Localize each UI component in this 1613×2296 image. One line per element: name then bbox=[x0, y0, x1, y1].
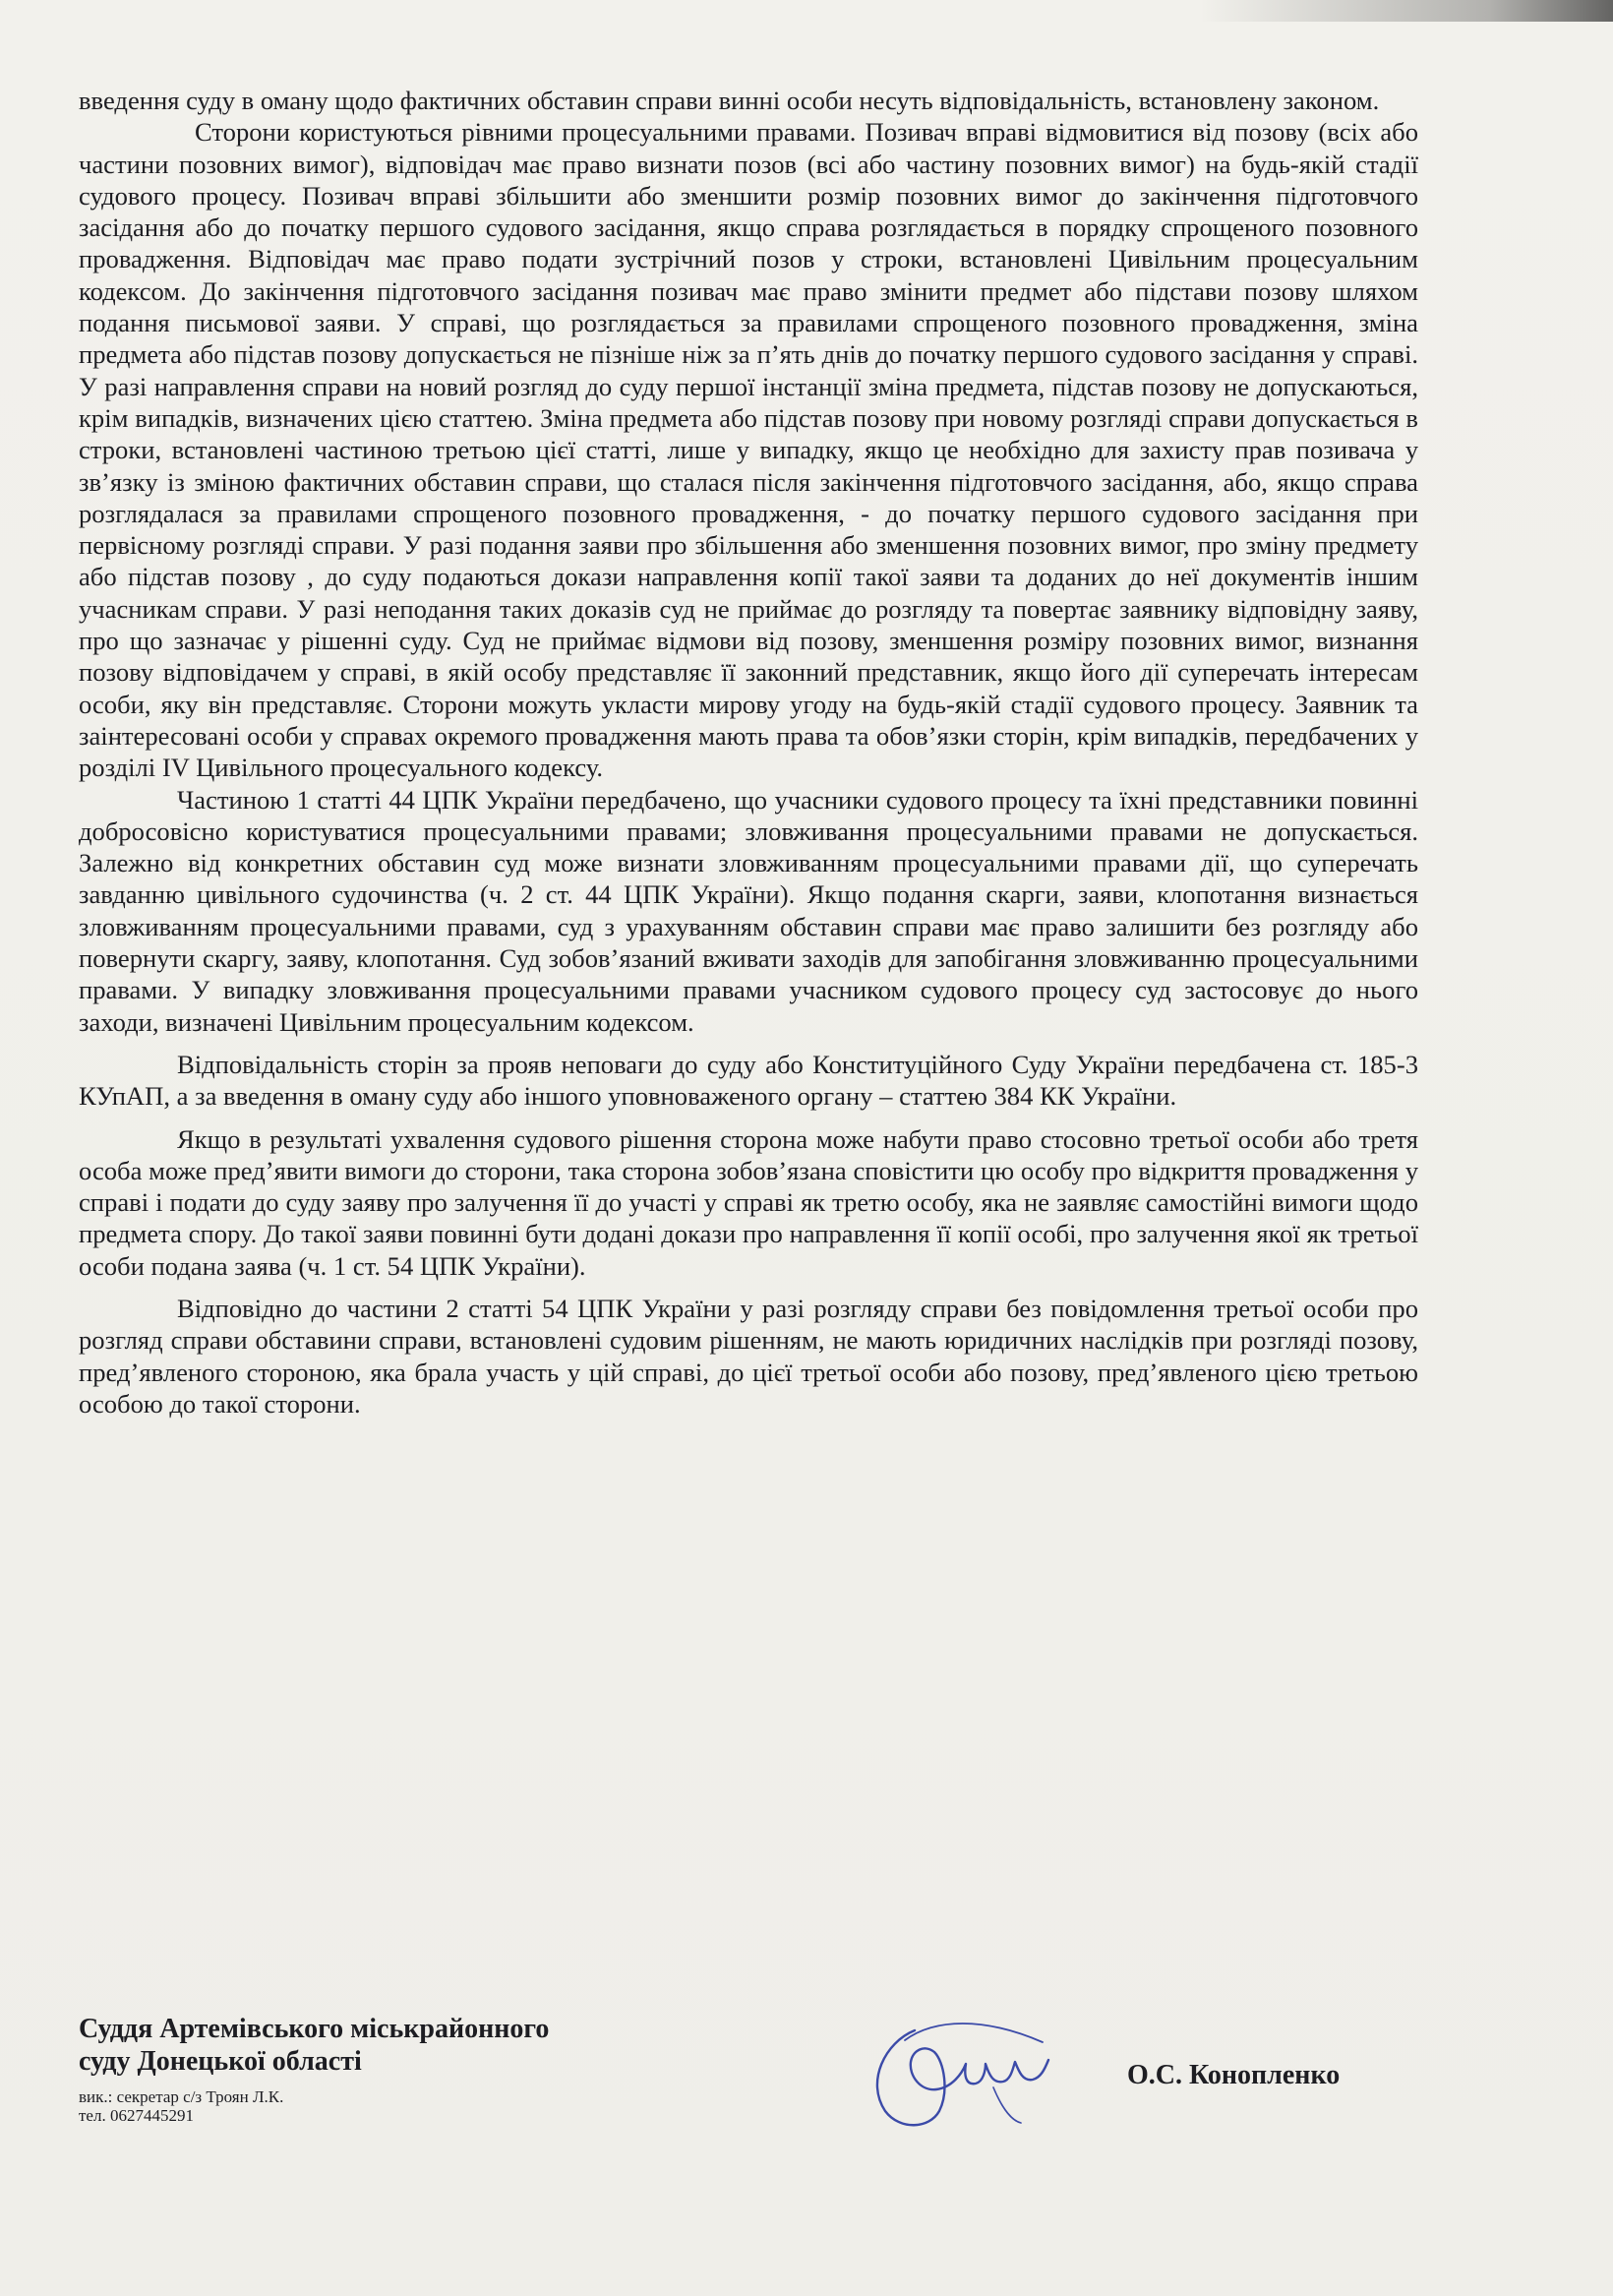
document-body bbox=[79, 85, 1418, 1420]
signature-block bbox=[79, 2013, 1456, 2160]
paragraph-third-party: Якщо в результаті ухвалення судового рішення сторона може набути право стосовно третьої особи або третя особа може пред’явити вимоги до сторони, така сторона зобов’язана сповістити цю особу про відкриття провадження у справі і подати до суду заяву про залучення її до участі у справі як третю особу, яка не заявляє самостійні вимоги щодо предмета спору. До такої заяви повинні бути додані докази про направлення її копії особі, про залучення якої як третьої особи подана заява (ч. 1 ст. 54 ЦПК України). bbox=[79, 1123, 1418, 1281]
judge-title-line-1: Суддя Артемівського міськрайонного bbox=[79, 2014, 550, 2044]
phone-line: тел. 0627445291 bbox=[79, 2106, 194, 2125]
judge-name: О.С. Конопленко bbox=[1127, 2060, 1341, 2090]
handwritten-signature bbox=[846, 2013, 1092, 2141]
paragraph-continuation: введення суду в оману щодо фактичних обставин справи винні особи несуть відповідальність, встановлену законом. bbox=[79, 86, 1380, 115]
paragraph-liability: Відповідальність сторін за прояв неповаги до суду або Конституційного Суду України передбачена ст. 185-3 КУпАП, а за введення в оману суду або іншого уповноваженого органу – статтею 384 КК України. bbox=[79, 1049, 1418, 1112]
judge-title bbox=[79, 2013, 669, 2078]
executor-line: вик.: секретар с/з Троян Л.К. bbox=[79, 2087, 284, 2106]
paragraph-third-party-notice: Відповідно до частини 2 статті 54 ЦПК України у разі розгляду справи без повідомлення третьої особи про розгляд справи обставини справи, встановлені судовим рішенням, не мають юридичних наслідків при розгляді позову, пред’явленого стороною, яка брала участь у цій справі, до цієї третьої особи або позову, пред’явленого цією третьою особою до такої сторони. bbox=[79, 1293, 1418, 1419]
judge-title-line-2: суду Донецької області bbox=[79, 2046, 362, 2077]
executor-note bbox=[79, 2087, 669, 2125]
paragraph-abuse-of-rights: Частиною 1 статті 44 ЦПК України передбачено, що учасники судового процесу та їхні представники повинні добросовісно користуватися процесуальними правами; зловживання процесуальними правами не допускається. Залежно від конкретних обставин суд може визнати зловживанням процесуальними правами дії, що суперечать завданню цивільного судочинства (ч. 2 ст. 44 ЦПК України). Якщо подання скарги, заяви, клопотання визнається зловживанням процесуальними правами, суд з урахуванням обставин справи має право залишити без розгляду або повернути скаргу, заяву, клопотання. Суд зобов’язаний вживати заходів для запобігання зловживанню процесуальними правами. У випадку зловживання процесуальними правами учасником судового процесу суд застосовує до нього заходи, визначені Цивільним процесуальним кодексом. bbox=[79, 784, 1418, 1037]
paragraph-party-rights: Сторони користуються рівними процесуальними правами. Позивач вправі відмовитися від позову (всіх або частини позовних вимог), відповідач має право визнати позов (всі або частину позовних вимог) на будь-якій стадії судового процесу. Позивач вправі збільшити або зменшити розмір позовних вимог до закінчення підготовчого засідання або до початку першого судового засідання, якщо справа розглядається в порядку спрощеного позовного провадження. Відповідач має право подати зустрічний позов у строки, встановлені Цивільним процесуальним кодексом. До закінчення підготовчого засідання позивач має право змінити предмет або підстави позову шляхом подання письмової заяви. У справі, що розглядається за правилами спрощеного позовного провадження, зміна предмета або підстав позову допускається не пізніше ніж за п’ять днів до початку першого судового засідання у справі. У разі направлення справи на новий розгляд до суду першої інстанції зміна предмета, підстав позову не допускаються, крім випадків, визначених цією статтею. Зміна предмета або підстав позову при новому розгляді справи допускається в строки, встановлені частиною третьою цієї статті, лише у випадку, якщо це необхідно для захисту прав позивача у зв’язку із зміною фактичних обставин справи, що сталася після закінчення підготовчого засідання, або, якщо справа розглядалася за правилами спрощеного позовного провадження, - до початку першого судового засідання при первісному розгляді справи. У разі подання заяви про збільшення або зменшення позовних вимог, про зміну предмету або підстав позову , до суду подаються докази направлення копії такої заяви та доданих до неї документів іншим учасникам справи. У разі неподання таких доказів суд не приймає до розгляду та повертає заявнику відповідну заяву, про що зазначає у рішенні суду. Суд не приймає відмови від позову, зменшення розміру позовних вимог, визнання позову відповідачем у справі, в якій особу представляє її законний представник, якщо його дії суперечать інтересам особи, яку він представляє. Сторони можуть укласти мирову угоду на будь-якій стадії судового процесу. Заявник та заінтересовані особи у справах окремого провадження мають права та обов’язки сторін, крім випадків, передбачених у розділі IV Цивільного процесуального кодексу. bbox=[79, 117, 1418, 783]
scan-shadow bbox=[1200, 0, 1613, 22]
